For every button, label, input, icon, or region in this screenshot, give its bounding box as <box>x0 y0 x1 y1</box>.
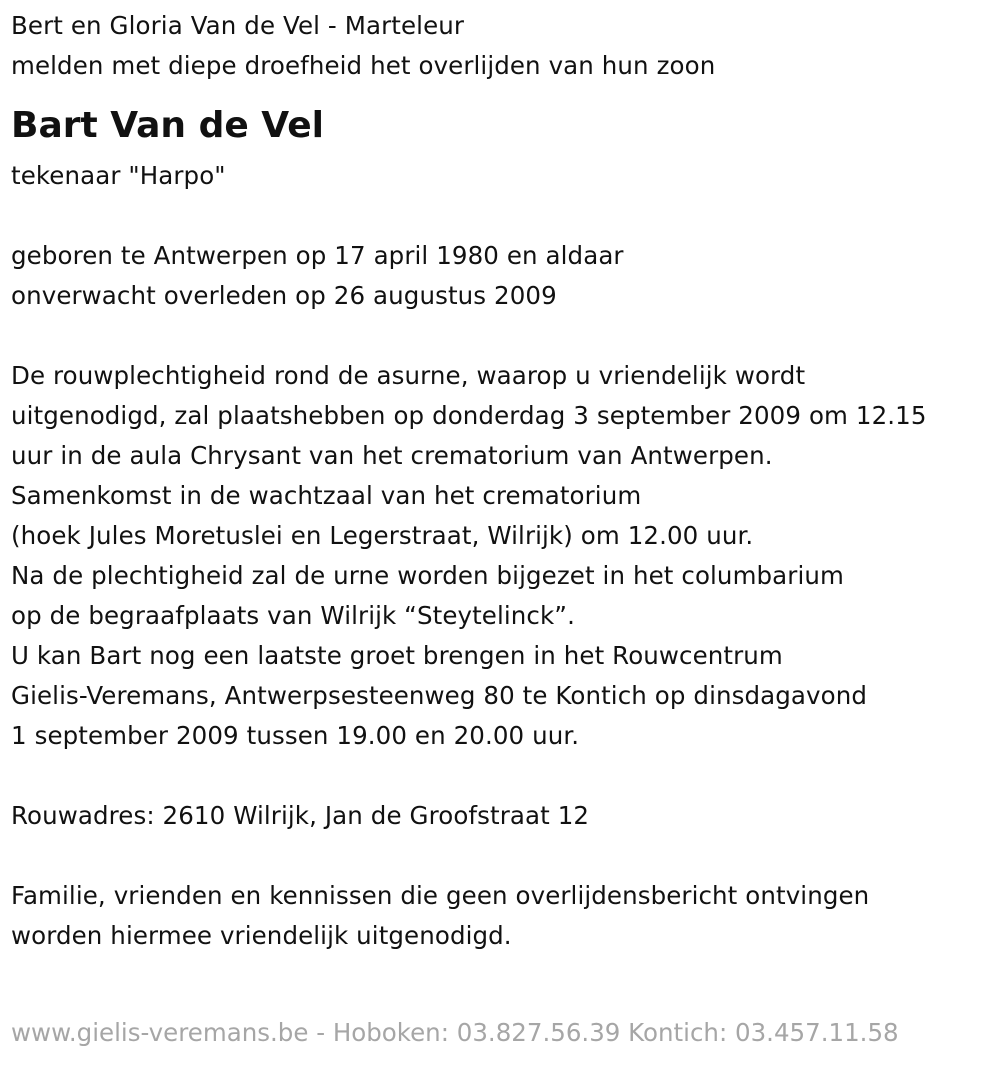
spacer <box>11 756 996 796</box>
ceremony-line: De rouwplechtigheid rond de asurne, waarop u vriendelijk wordt <box>11 361 806 390</box>
ceremony-paragraph <box>11 356 996 756</box>
footer-contact: www.gielis-veremans.be - Hoboken: 03.827.56.39 Kontich: 03.457.11.58 <box>11 1018 899 1047</box>
ceremony-line: U kan Bart nog een laatste groet brengen in het Rouwcentrum <box>11 641 783 670</box>
ceremony-line: Na de plechtigheid zal de urne worden bijgezet in het columbarium <box>11 561 844 590</box>
spacer <box>11 836 996 876</box>
birth-line: geboren te Antwerpen op 17 april 1980 en aldaar <box>11 241 624 270</box>
deceased-name: Bart Van de Vel <box>11 105 324 146</box>
spacer <box>11 196 996 236</box>
parents-line: Bert en Gloria Van de Vel - Marteleur <box>11 11 465 40</box>
ceremony-line: op de begraafplaats van Wilrijk “Steytelinck”. <box>11 601 575 630</box>
closing-line: worden hiermee vriendelijk uitgenodigd. <box>11 921 512 950</box>
deceased-occupation: tekenaar "Harpo" <box>11 161 226 190</box>
ceremony-line: Samenkomst in de wachtzaal van het crematorium <box>11 481 642 510</box>
announcement-line: melden met diepe droefheid het overlijden van hun zoon <box>11 51 716 80</box>
ceremony-line: uur in de aula Chrysant van het crematorium van Antwerpen. <box>11 441 773 470</box>
closing-line: Familie, vrienden en kennissen die geen overlijdensbericht ontvingen <box>11 881 870 910</box>
ceremony-line: 1 september 2009 tussen 19.00 en 20.00 uur. <box>11 721 580 750</box>
death-line: onverwacht overleden op 26 augustus 2009 <box>11 281 557 310</box>
ceremony-line: uitgenodigd, zal plaatshebben op donderdag 3 september 2009 om 12.15 <box>11 401 927 430</box>
ceremony-line: (hoek Jules Moretuslei en Legerstraat, Wilrijk) om 12.00 uur. <box>11 521 754 550</box>
mourning-address: Rouwadres: 2610 Wilrijk, Jan de Groofstraat 12 <box>11 801 590 830</box>
spacer <box>11 316 996 356</box>
obituary-notice <box>11 6 996 956</box>
ceremony-line: Gielis-Veremans, Antwerpsesteenweg 80 te Kontich op dinsdagavond <box>11 681 867 710</box>
